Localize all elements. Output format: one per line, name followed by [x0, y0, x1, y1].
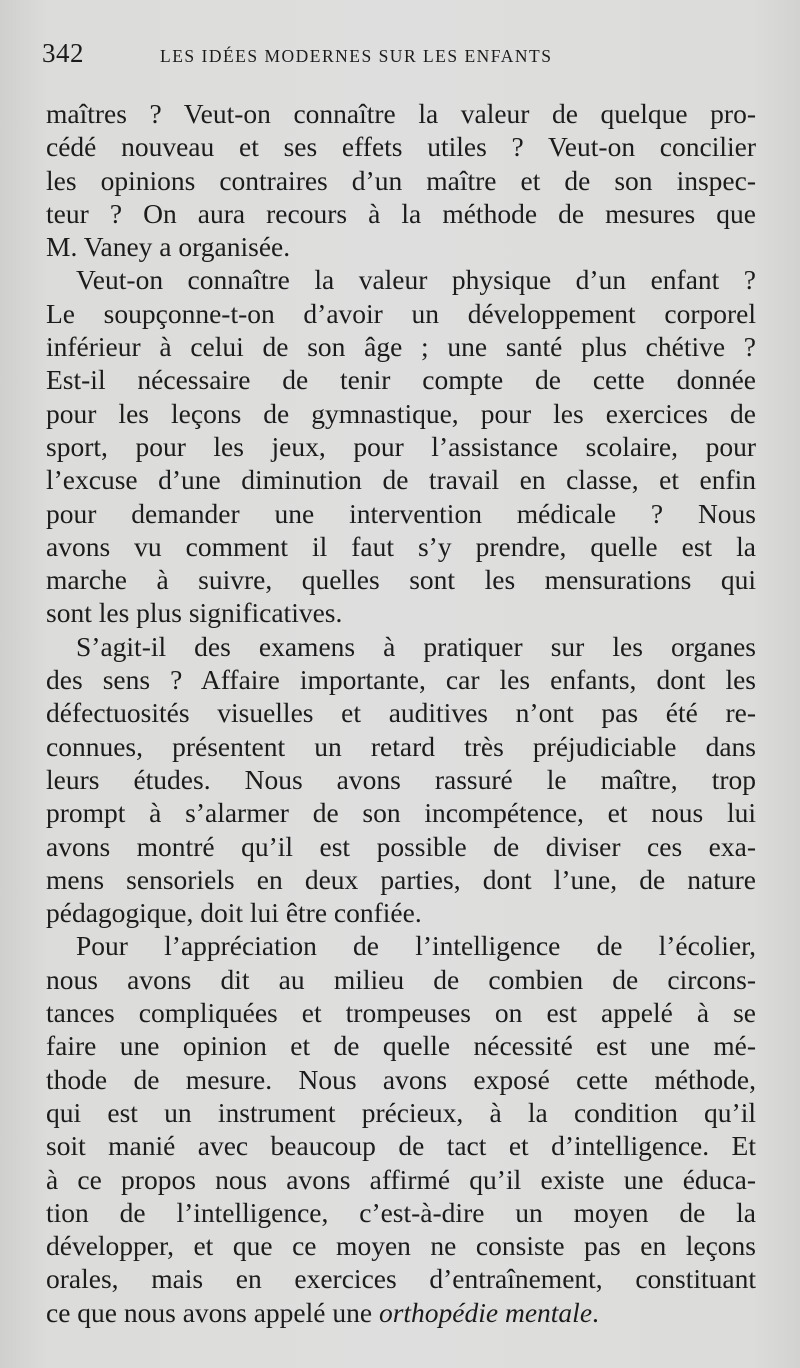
text-line: M. Vaney a organisée. — [46, 231, 291, 263]
text-line: Le soupçonne-t-on d’avoir un développement corporel — [46, 297, 756, 329]
running-title: LES IDÉES MODERNES SUR LES ENFANTS — [160, 46, 553, 66]
text-line: avons vu comment il faut s’y prendre, quelle est la — [46, 530, 756, 562]
text-line: pour demander une intervention médicale ? Nous — [46, 497, 756, 529]
text-line: Pour l’appréciation de l’intelligence de l’écolier, — [76, 930, 756, 962]
final-line-text: ce que nous avons appelé une — [46, 1296, 379, 1328]
paragraph-4 — [46, 929, 756, 1329]
body-text — [46, 97, 756, 1329]
text-line: pédagogique, doit lui être confiée. — [46, 897, 422, 929]
paragraph-3 — [46, 630, 756, 930]
text-line: qui est un instrument précieux, à la condition qu’il — [46, 1096, 756, 1128]
text-line: les opinions contraires d’un maître et de son inspec- — [46, 164, 756, 196]
text-line: sont les plus significatives. — [46, 597, 343, 629]
text-line: Est-il nécessaire de tenir compte de cette donnée — [46, 364, 756, 396]
text-line: cédé nouveau et ses effets utiles ? Veut-on concilier — [46, 131, 756, 163]
text-line: connues, présentent un retard très préjudiciable dans — [46, 730, 756, 762]
text-line: maîtres ? Veut-on connaître la valeur de quelque pro- — [46, 98, 756, 129]
page-number: 342 — [42, 38, 84, 68]
text-line: S’agit-il des examens à pratiquer sur les organes — [76, 630, 756, 662]
text-line: pour les leçons de gymnastique, pour les exercices de — [46, 397, 756, 429]
paragraph-1 — [46, 97, 756, 263]
text-line: des sens ? Affaire importante, car les enfants, dont les — [46, 664, 756, 696]
text-line: soit manié avec beaucoup de tact et d’intelligence. Et — [46, 1130, 756, 1162]
text-line: orales, mais en exercices d’entraînement, constituant — [46, 1263, 756, 1295]
emphasis-orthopedie-mentale: orthopédie mentale — [378, 1296, 593, 1328]
text-line: à ce propos nous avons affirmé qu’il existe une éduca- — [46, 1163, 756, 1195]
text-line: faire une opinion et de quelle nécessité est une mé- — [46, 1030, 756, 1062]
text-line: défectuosités visuelles et auditives n’ont pas été re- — [46, 697, 756, 729]
page-header — [40, 38, 760, 78]
text-line: Veut-on connaître la valeur physique d’un enfant ? — [76, 264, 756, 296]
paragraph-2 — [46, 263, 756, 629]
text-line: sport, pour les jeux, pour l’assistance scolaire, pour — [46, 430, 756, 462]
text-line: l’excuse d’une diminution de travail en classe, et enfin — [46, 464, 756, 496]
text-line: tion de l’intelligence, c’est-à-dire un moyen de la — [46, 1196, 756, 1228]
text-line: teur ? On aura recours à la méthode de mesures que — [46, 197, 756, 229]
text-line: nous avons dit au milieu de combien de circons- — [46, 963, 756, 995]
text-line: prompt à s’alarmer de son incompétence, et nous lui — [46, 797, 756, 829]
text-line: thode de mesure. Nous avons exposé cette méthode, — [46, 1063, 756, 1095]
text-line: marche à suivre, quelles sont les mensurations qui — [46, 564, 756, 596]
text-line: développer, et que ce moyen ne consiste pas en leçons — [46, 1230, 756, 1262]
text-line: tances compliquées et trompeuses on est appelé à se — [46, 997, 756, 1029]
text-line: mens sensoriels en deux parties, dont l’une, de nature — [46, 863, 756, 895]
text-line: avons montré qu’il est possible de diviser ces exa- — [46, 830, 756, 862]
text-line: inférieur à celui de son âge ; une santé plus chétive ? — [46, 331, 756, 363]
text-line-final — [46, 1296, 756, 1329]
text-line: leurs études. Nous avons rassuré le maître, trop — [46, 763, 756, 795]
final-line-period: . — [592, 1296, 599, 1328]
